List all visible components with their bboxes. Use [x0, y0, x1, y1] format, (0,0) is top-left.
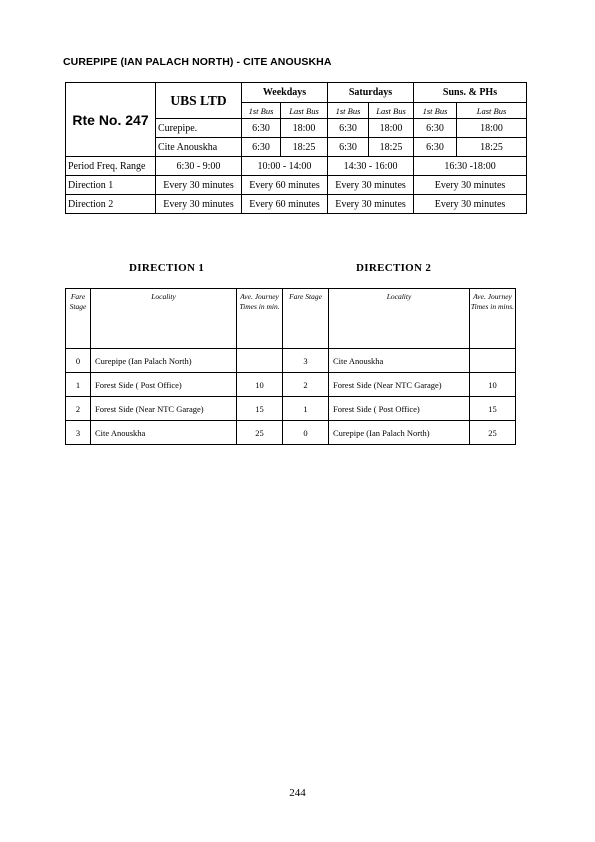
period-cell: 6:30 - 9:00 [156, 157, 242, 176]
last-bus-header: Last Bus [369, 103, 414, 119]
stop-name: Curepipe. [156, 119, 242, 138]
direction-label: Direction 2 [66, 195, 156, 214]
direction-label: Direction 1 [66, 176, 156, 195]
time-cell: 6:30 [242, 119, 281, 138]
first-bus-header: 1st Bus [414, 103, 457, 119]
journey-time: 25 [237, 421, 283, 445]
time-cell: 6:30 [242, 138, 281, 157]
locality: Forest Side ( Post Office) [91, 373, 237, 397]
locality: Curepipe (Ian Palach North) [329, 421, 470, 445]
first-bus-header: 1st Bus [328, 103, 369, 119]
time-cell: 18:00 [369, 119, 414, 138]
fare-stage: 0 [66, 349, 91, 373]
group-sundays: Suns. & PHs [414, 83, 527, 103]
direction-1-title: DIRECTION 1 [129, 262, 205, 274]
frequency-cell: Every 30 minutes [328, 195, 414, 214]
locality: Forest Side ( Post Office) [329, 397, 470, 421]
frequency-cell: Every 30 minutes [414, 195, 527, 214]
fare-stage-table [65, 288, 516, 445]
fare-stage-header: Fare Stage [283, 289, 329, 349]
locality-header: Locality [91, 289, 237, 349]
journey-time: 25 [470, 421, 516, 445]
group-weekdays: Weekdays [242, 83, 328, 103]
journey-time-header: Ave. Journey Times in min. [237, 289, 283, 349]
direction-2-title: DIRECTION 2 [356, 262, 432, 274]
locality: Forest Side (Near NTC Garage) [329, 373, 470, 397]
frequency-cell: Every 30 minutes [156, 195, 242, 214]
journey-time: 15 [470, 397, 516, 421]
table-row [66, 373, 516, 397]
locality: Forest Side (Near NTC Garage) [91, 397, 237, 421]
journey-time [237, 349, 283, 373]
fare-stage: 2 [66, 397, 91, 421]
operator-name: UBS LTD [156, 83, 242, 119]
time-cell: 18:00 [457, 119, 527, 138]
table-row [66, 349, 516, 373]
period-row [66, 157, 527, 176]
locality: Curepipe (Ian Palach North) [91, 349, 237, 373]
locality-header: Locality [329, 289, 470, 349]
frequency-cell: Every 30 minutes [156, 176, 242, 195]
fare-stage: 0 [283, 421, 329, 445]
frequency-cell: Every 30 minutes [414, 176, 527, 195]
table-row [66, 397, 516, 421]
frequency-cell: Every 60 minutes [242, 176, 328, 195]
time-cell: 18:00 [281, 119, 328, 138]
period-label: Period Freq. Range [66, 157, 156, 176]
frequency-cell: Every 60 minutes [242, 195, 328, 214]
fare-stage: 1 [66, 373, 91, 397]
time-cell: 6:30 [328, 138, 369, 157]
fare-stage: 3 [66, 421, 91, 445]
journey-time: 10 [470, 373, 516, 397]
schedule-table [65, 82, 527, 214]
time-cell: 6:30 [414, 119, 457, 138]
locality: Cite Anouskha [91, 421, 237, 445]
period-cell: 14:30 - 16:00 [328, 157, 414, 176]
fare-stage: 1 [283, 397, 329, 421]
last-bus-header: Last Bus [457, 103, 527, 119]
locality: Cite Anouskha [329, 349, 470, 373]
period-cell: 16:30 -18:00 [414, 157, 527, 176]
time-cell: 18:25 [457, 138, 527, 157]
last-bus-header: Last Bus [281, 103, 328, 119]
period-cell: 10:00 - 14:00 [242, 157, 328, 176]
group-saturdays: Saturdays [328, 83, 414, 103]
direction-row [66, 176, 527, 195]
fare-stage-header: Fare Stage [66, 289, 91, 349]
route-number: Rte No. 247 [66, 83, 156, 157]
journey-time: 10 [237, 373, 283, 397]
time-cell: 6:30 [414, 138, 457, 157]
page-title: CUREPIPE (IAN PALACH NORTH) - CITE ANOUSKHA [63, 56, 332, 68]
stop-name: Cite Anouskha [156, 138, 242, 157]
time-cell: 18:25 [369, 138, 414, 157]
table-row [66, 421, 516, 445]
fare-stage: 2 [283, 373, 329, 397]
journey-time: 15 [237, 397, 283, 421]
direction-row [66, 195, 527, 214]
fare-stage: 3 [283, 349, 329, 373]
journey-time-header: Ave. Journey Times in mins. [470, 289, 516, 349]
first-bus-header: 1st Bus [242, 103, 281, 119]
frequency-cell: Every 30 minutes [328, 176, 414, 195]
page-number: 244 [289, 787, 306, 799]
time-cell: 18:25 [281, 138, 328, 157]
time-cell: 6:30 [328, 119, 369, 138]
journey-time [470, 349, 516, 373]
